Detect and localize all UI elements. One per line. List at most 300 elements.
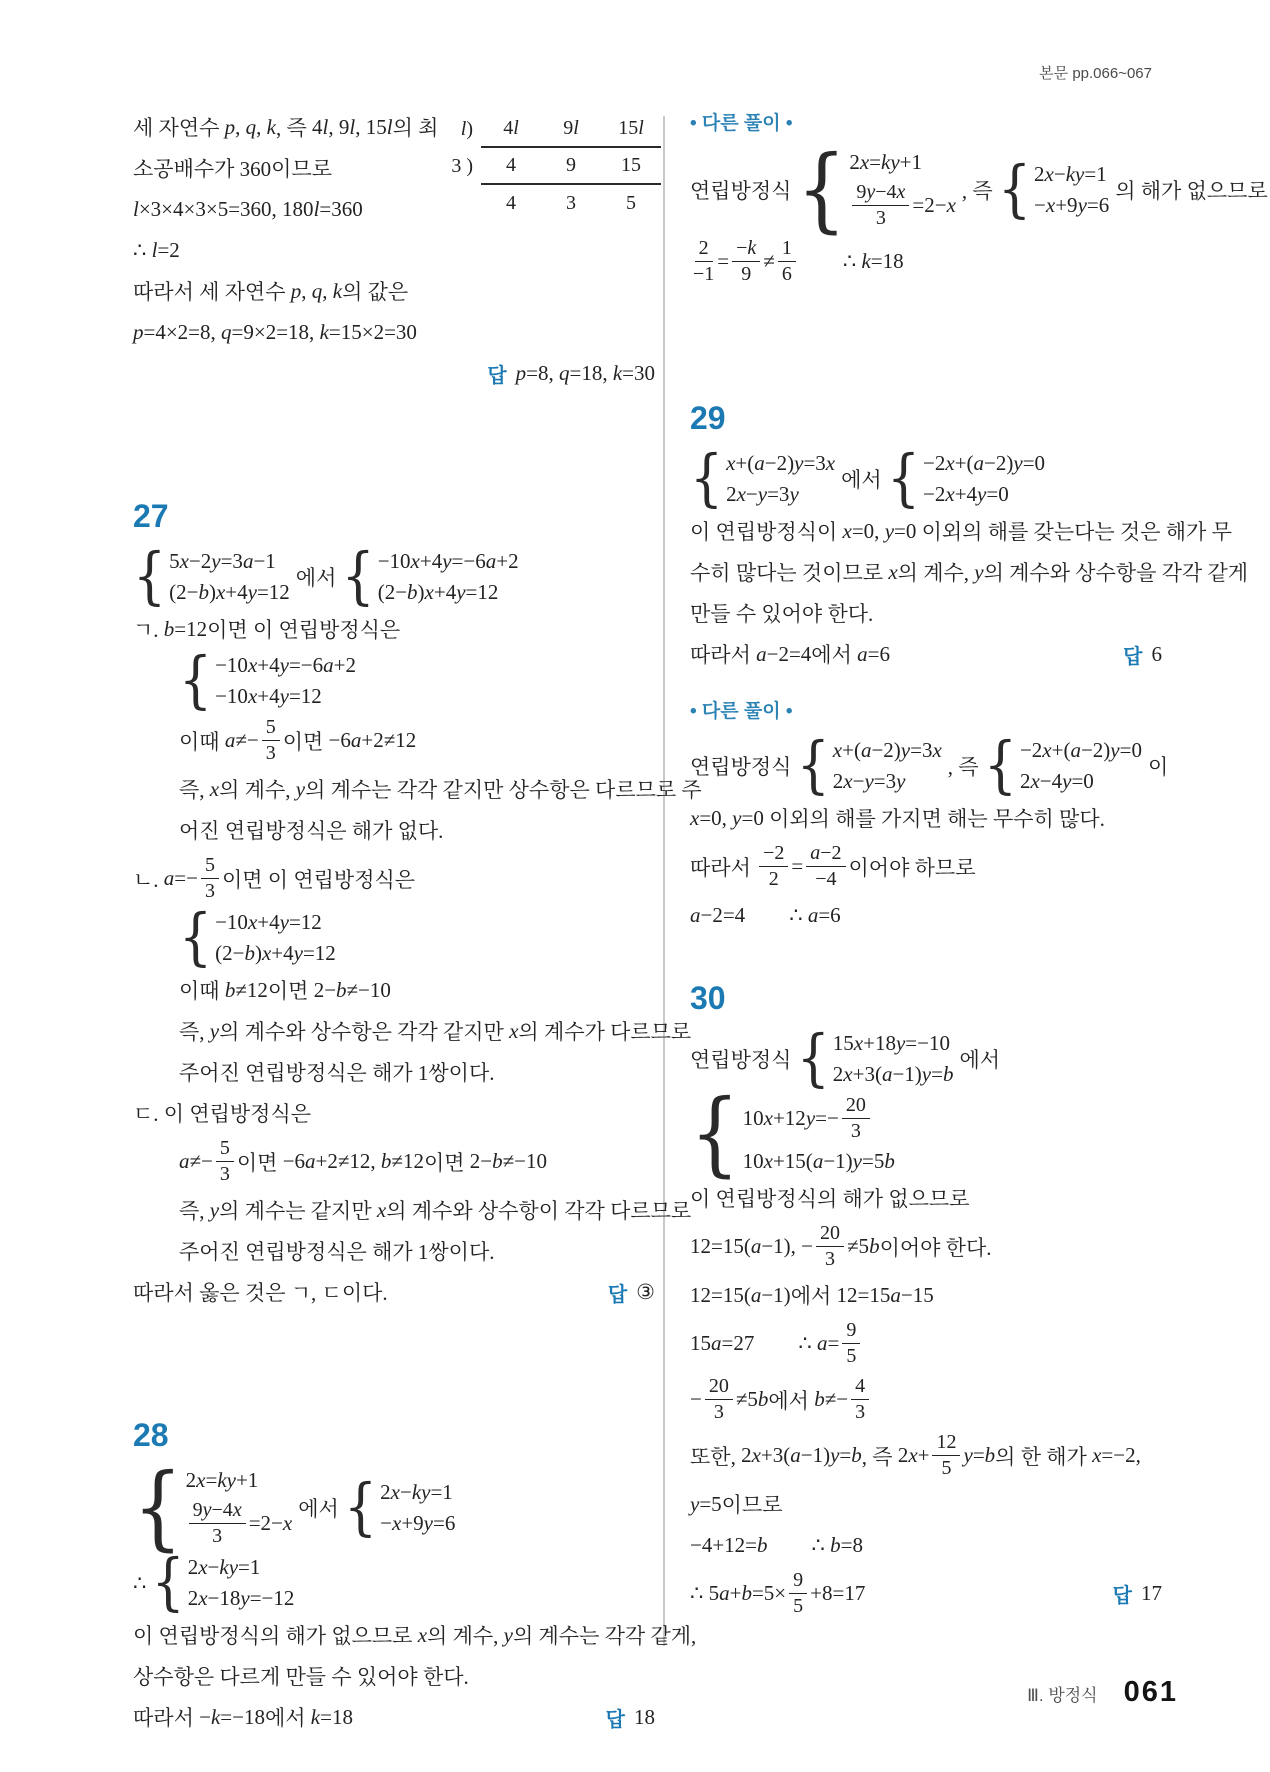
equation-system	[690, 1081, 895, 1188]
text-run: 따라서	[133, 1706, 200, 1731]
math-variable: l	[573, 117, 579, 139]
math-variable: y	[852, 1149, 862, 1174]
text-run: 따라서 옳은 것은 ㄱ, ㄷ이다.	[133, 1281, 388, 1306]
math-variable: p	[515, 360, 527, 385]
math-variable: x	[945, 482, 955, 507]
solution-lines	[690, 136, 1268, 289]
math-variable: x	[391, 1511, 402, 1536]
math-run: 12=15(a−1)	[690, 1282, 791, 1307]
fraction-denominator: 3	[825, 1248, 836, 1271]
system-row	[833, 766, 906, 797]
math-variable: a	[323, 653, 334, 678]
brace-icon: {	[341, 541, 375, 613]
text-run: 에서	[298, 1497, 345, 1522]
math-variable: x	[376, 1197, 387, 1222]
column-divider	[663, 116, 665, 1646]
solution-line	[690, 895, 1162, 935]
math-variable: y	[794, 451, 804, 476]
math-variable: k	[861, 249, 871, 273]
solution-line	[690, 511, 1232, 551]
math-variable: a	[973, 451, 985, 476]
math-variable: k	[210, 1704, 221, 1729]
math-variable: b	[336, 977, 347, 1002]
system-row	[215, 650, 356, 681]
equation-system	[179, 645, 356, 717]
math-variable: x	[932, 738, 942, 763]
math-variable: y	[890, 150, 900, 174]
page-footer	[1027, 1676, 1178, 1709]
text-run: 연립방정식	[690, 755, 797, 780]
text-run: 따라서 세 자연수	[133, 280, 291, 304]
math-run: −x+9y=6	[380, 1511, 456, 1536]
math-variable: y	[295, 776, 306, 801]
right-column	[690, 108, 1268, 1622]
text-run: 이때	[179, 729, 225, 754]
text-run: 이면	[236, 1150, 283, 1175]
system-row	[833, 1028, 950, 1059]
solution-line	[690, 1275, 1162, 1315]
system-row	[1034, 190, 1109, 221]
fraction-denominator: 3	[855, 1401, 866, 1424]
math-variable: x	[736, 482, 746, 507]
math-variable: b	[407, 580, 418, 605]
math-variable: b	[757, 1532, 768, 1557]
system-row	[1020, 766, 1094, 797]
math-variable: y	[757, 482, 768, 507]
text-run: 이면 이 연립방정식은	[221, 867, 416, 892]
math-variable: x	[859, 150, 870, 174]
fraction	[851, 1375, 869, 1424]
equation-system	[796, 730, 942, 802]
solution-line	[133, 645, 655, 717]
system-row	[743, 1146, 895, 1177]
solution-block-previous	[133, 107, 655, 393]
fraction-numerator: 20	[816, 1222, 844, 1247]
math-variable: k	[411, 1480, 422, 1505]
system-rows	[186, 1465, 293, 1551]
math-run: (2−b)x+4y=12	[377, 580, 499, 605]
problem-number-27: 27	[133, 498, 169, 534]
math-variable: x	[232, 1499, 242, 1522]
solution-line	[690, 1219, 1162, 1274]
math-run: 2−b≠−10	[313, 977, 391, 1002]
answer-label: 답	[1123, 645, 1143, 668]
equation-system	[344, 1472, 456, 1544]
text-run: 에서	[768, 1388, 815, 1413]
math-variable: x	[825, 451, 836, 476]
math-run: ≠5b	[847, 1234, 880, 1259]
solution-line	[133, 609, 655, 649]
text-run: 의 계수와 상수항을 각각 같게	[983, 561, 1249, 586]
text-run: 의 한 해가	[995, 1444, 1093, 1469]
answer-value	[1152, 642, 1163, 667]
division-cell: 9 l	[563, 117, 579, 139]
text-run: 이므로	[721, 1493, 783, 1518]
solution-line	[133, 713, 655, 768]
math-variable: x	[751, 1443, 761, 1468]
math-variable: k	[266, 114, 276, 139]
text-run: , 즉	[961, 179, 998, 203]
division-cells	[481, 111, 661, 148]
math-variable: y	[690, 1491, 700, 1516]
text-run: ㄷ. 이 연립방정식은	[133, 1102, 312, 1127]
math-variable: b	[380, 1149, 392, 1174]
math-run: p, q, k	[290, 278, 343, 303]
division-divisor: 3 )	[451, 155, 473, 177]
fraction-denominator: 5	[793, 1595, 804, 1618]
math-variable: b	[851, 1443, 862, 1468]
math-variable: x	[690, 805, 700, 830]
text-run: 의 계수와 상수항은 각각 같지만	[219, 1020, 510, 1045]
text-run: 에서	[295, 566, 342, 591]
math-run	[888, 560, 897, 585]
math-run: 10x+12y=−	[742, 1106, 839, 1131]
brace-icon: {	[690, 1081, 740, 1188]
math-variable: p	[224, 114, 236, 139]
brace-icon: {	[133, 1455, 183, 1562]
math-variable: y	[895, 1031, 906, 1056]
math-run: 6	[1151, 641, 1162, 666]
fraction-numerator: 1	[778, 237, 796, 262]
math-variable: y	[247, 580, 257, 605]
system-row	[849, 147, 922, 178]
math-variable: b	[869, 1234, 880, 1259]
math-variable: x	[1092, 1443, 1102, 1468]
solution-line	[133, 1093, 655, 1133]
text-run: 의 계수,	[219, 778, 296, 803]
math-run: ≠	[763, 249, 775, 273]
solution-line	[133, 970, 655, 1010]
math-variable: a	[179, 1149, 190, 1174]
text-run: 수히 많다는 것이므로	[690, 561, 889, 586]
math-run: −x+9y=6	[1034, 193, 1110, 217]
math-variable: k	[747, 237, 757, 259]
math-run	[974, 560, 983, 585]
math-variable: y	[1110, 738, 1120, 763]
math-variable: y	[279, 653, 289, 678]
brace-icon: {	[179, 902, 213, 974]
math-run: +8=17	[810, 1581, 866, 1606]
math-variable: x	[726, 451, 736, 476]
fraction-numerator: −2	[759, 842, 788, 867]
solution-line	[133, 1455, 655, 1562]
math-variable: b	[244, 941, 255, 966]
math-variable: y	[240, 1586, 250, 1611]
answer-value	[634, 1705, 655, 1730]
equation-system	[983, 730, 1142, 802]
math-run	[377, 1198, 386, 1223]
math-run: 2x+	[897, 1443, 930, 1468]
system-rows	[378, 546, 519, 608]
math-variable: x	[1042, 738, 1052, 763]
text-run: 이면 이 연립방정식은	[207, 618, 401, 643]
system-row	[380, 1477, 453, 1508]
solution-line	[133, 1052, 655, 1092]
answer-value	[516, 361, 655, 386]
answer-value	[1141, 1581, 1162, 1606]
math-variable: y	[884, 518, 895, 543]
math-variable: a	[857, 641, 868, 666]
fraction	[759, 842, 788, 891]
math-variable: y	[805, 1106, 816, 1131]
math-run: 2x−4y=0	[1019, 769, 1094, 794]
system-row	[169, 577, 290, 608]
math-variable: y	[423, 1511, 433, 1536]
system-row	[1034, 159, 1107, 190]
solution-line	[133, 1656, 655, 1696]
text-run: 이외의 해를 가지면 해는 무수히 많다.	[763, 807, 1105, 832]
math-run: 15a=27	[690, 1331, 755, 1356]
text-run: 만들 수 있어야 한다.	[690, 602, 874, 627]
solution-line	[690, 634, 1162, 674]
solution-line	[133, 1011, 692, 1051]
division-cells	[481, 148, 661, 185]
solution-line	[133, 1231, 655, 1271]
brace-icon: {	[690, 443, 724, 515]
fraction-numerator: −k	[732, 237, 760, 262]
math-variable: x	[417, 1622, 428, 1647]
system-row	[215, 681, 322, 712]
math-variable: b	[492, 1149, 503, 1174]
math-run: 2x+3(a−1)y=b	[741, 1443, 862, 1468]
math-variable: y	[209, 1018, 220, 1043]
fraction-numerator: 9	[842, 1319, 860, 1344]
solution-lines	[690, 730, 1169, 935]
math-variable: y	[503, 1622, 513, 1647]
solution-line	[690, 1178, 1162, 1218]
division-row	[427, 148, 661, 185]
math-variable: y	[866, 181, 876, 203]
text-run: 의 계수와 상수항이 각각 다르므로	[386, 1199, 692, 1224]
answer-chip	[1101, 640, 1162, 669]
math-variable: x	[853, 1031, 864, 1056]
fraction	[705, 1375, 733, 1424]
math-variable: x	[410, 549, 420, 574]
math-variable: a	[810, 842, 821, 865]
math-run: =2−x	[248, 1511, 293, 1536]
text-run: 소공배수가 360이므로	[133, 157, 333, 181]
math-variable: b	[984, 1443, 996, 1468]
math-run: −6a+2≠12	[328, 728, 417, 753]
solution-line	[133, 312, 655, 352]
math-variable: k	[1065, 162, 1076, 186]
system-row	[743, 1091, 873, 1146]
math-variable: x	[946, 193, 956, 217]
solution-line	[690, 1372, 1162, 1427]
math-variable: l	[460, 118, 467, 140]
math-run: −10x+4y=−6a+2	[377, 549, 519, 574]
math-run: 2x−ky=1	[380, 1480, 453, 1505]
solution-line	[690, 593, 1162, 633]
fraction	[789, 1569, 807, 1618]
system-rows	[1034, 159, 1109, 221]
division-divisor	[427, 185, 481, 222]
answer-label: 답	[487, 364, 507, 387]
solution-line	[690, 136, 1268, 244]
chapter-title: Ⅲ. 방정식	[1027, 1686, 1098, 1705]
fraction-denominator: 9	[741, 263, 752, 285]
math-run: ≠5b	[735, 1387, 769, 1412]
math-run: a−2=4	[756, 641, 812, 666]
fraction-denominator: 6	[781, 263, 792, 285]
math-variable: l	[513, 117, 519, 139]
math-run: 2x+3(a−1)y=b	[832, 1062, 954, 1087]
fraction-numerator: 9y−4x	[852, 181, 909, 206]
text-run: 에서	[790, 1284, 837, 1309]
math-variable: l	[386, 114, 393, 139]
math-run: 17	[1141, 1581, 1162, 1606]
math-run: b≠12	[224, 977, 268, 1002]
fraction-numerator: 5	[216, 1137, 234, 1162]
text-run: 주어진 연립방정식은 해가 1쌍이다.	[179, 1240, 495, 1265]
solution-line	[133, 271, 655, 311]
math-run: −	[690, 1387, 702, 1412]
math-run: 18	[634, 1704, 655, 1729]
solution-block-28	[133, 1417, 697, 1737]
solution-block-27	[133, 498, 702, 1312]
text-run: 의 계수,	[427, 1624, 504, 1649]
system-rows	[215, 650, 356, 712]
solution-line	[133, 902, 655, 974]
math-variable: x	[247, 910, 258, 935]
math-variable: y	[977, 482, 987, 507]
division-cell: 15	[621, 154, 641, 176]
math-variable: x	[1044, 162, 1054, 186]
math-variable: b	[224, 977, 236, 1002]
text-run: 의 해가 없으므로	[1115, 179, 1268, 203]
text-run: 의 계수는 각각 같게,	[512, 1624, 697, 1649]
text-run: 이면	[267, 979, 314, 1004]
text-run: 의 계수,	[897, 561, 975, 586]
math-variable: y	[1062, 769, 1072, 794]
solution-line	[133, 1615, 697, 1655]
fraction-numerator: 5	[201, 854, 219, 879]
math-variable: k	[217, 1468, 227, 1493]
text-run: 의 계수는 같지만	[219, 1199, 377, 1224]
solution-line	[690, 1081, 1162, 1188]
text-run: ③	[636, 1279, 655, 1304]
math-variable: y	[442, 549, 452, 574]
fraction	[778, 237, 796, 286]
math-run	[509, 1019, 518, 1044]
text-run: 이	[1147, 755, 1169, 780]
equation-system	[341, 541, 519, 613]
math-variable: x	[843, 1062, 853, 1087]
math-run: p=4×2=8, q=9×2=18, k=15×2=30	[133, 319, 417, 344]
math-variable: a	[881, 1062, 893, 1087]
fraction-denominator: 5	[846, 1345, 857, 1368]
math-variable: x	[945, 451, 955, 476]
system-row	[726, 479, 799, 510]
text-run: 연립방정식	[690, 179, 797, 203]
math-variable: l	[322, 114, 329, 139]
math-run	[210, 1198, 219, 1223]
text-run: 의 계수는 각각 같지만 상수항은 다르므로 주	[305, 778, 702, 803]
fraction	[189, 1499, 246, 1548]
solution-line	[690, 1566, 1162, 1621]
fraction	[852, 181, 909, 230]
text-run: 상수항은 다르게 만들 수 있어야 한다.	[133, 1665, 469, 1690]
solution-line	[690, 730, 1169, 802]
fraction	[806, 842, 845, 891]
fraction-denominator: 5	[941, 1457, 952, 1480]
math-variable: x	[424, 580, 434, 605]
solution-lines	[133, 1455, 697, 1737]
math-variable: k	[319, 319, 329, 344]
math-run: a=−	[163, 866, 198, 891]
system-row	[923, 479, 1009, 510]
alt-solution-label: • 다른 풀이 •	[690, 701, 793, 723]
math-run: =	[791, 854, 804, 879]
text-run: , 즉	[275, 116, 313, 140]
alt-solution-label: • 다른 풀이 •	[690, 113, 793, 134]
fraction-numerator: 2	[695, 237, 713, 262]
text-run: 의 최	[392, 116, 439, 140]
math-variable: y	[1075, 162, 1085, 186]
fraction-numerator: a−2	[806, 842, 845, 867]
math-variable: b	[814, 1387, 825, 1412]
math-variable: b	[741, 1581, 752, 1606]
solution-line	[133, 810, 655, 850]
fraction-numerator: 5	[262, 716, 280, 741]
brace-icon: {	[151, 1547, 185, 1619]
solution-line	[133, 230, 655, 270]
math-run: −10x+4y=12	[215, 910, 322, 935]
solution-line	[690, 1316, 1162, 1371]
fraction	[842, 1094, 870, 1143]
division-cell: 4 l	[503, 117, 519, 139]
math-run: −k=−18	[199, 1704, 265, 1729]
math-variable: q	[221, 319, 232, 344]
math-run: −2x+(a−2)y=0	[1019, 738, 1142, 763]
math-variable: a	[816, 1331, 828, 1356]
solution-block-30	[690, 981, 1162, 1621]
math-variable: a	[163, 866, 175, 891]
math-run: y=b	[963, 1443, 996, 1468]
solution-block-29	[690, 400, 1249, 674]
equation-system	[151, 1547, 295, 1619]
system-rows	[215, 907, 336, 969]
solution-line	[133, 1697, 655, 1737]
text-run: 에서	[959, 1048, 1001, 1073]
math-variable: x	[198, 1586, 208, 1611]
math-variable: x	[832, 738, 843, 763]
math-variable: l	[313, 196, 320, 221]
math-variable: y	[228, 1555, 239, 1580]
system-row	[380, 1508, 455, 1539]
fraction-denominator: 3	[850, 1120, 861, 1143]
brace-icon: {	[133, 541, 167, 613]
system-row	[726, 448, 835, 479]
answer-chip	[586, 1278, 655, 1307]
math-variable: y	[896, 769, 906, 794]
math-run: a−2=4	[690, 902, 746, 927]
fraction	[842, 1319, 860, 1368]
math-variable: x	[888, 559, 898, 584]
system-row	[923, 448, 1045, 479]
math-run: 5x−2y=3a−1	[169, 549, 276, 574]
alt-solution-block-29	[690, 696, 1169, 935]
math-run: 4l, 9l, 15l	[312, 114, 393, 139]
solution-line	[690, 443, 1162, 515]
text-run: 주어진 연립방정식은 해가 1쌍이다.	[179, 1061, 495, 1086]
brace-icon: {	[886, 443, 921, 515]
math-run: ∴ b=8	[811, 1532, 863, 1557]
math-variable: q	[245, 114, 257, 139]
math-variable: b	[942, 1062, 954, 1087]
answer-value	[636, 1280, 655, 1305]
math-variable: a	[711, 1331, 722, 1356]
